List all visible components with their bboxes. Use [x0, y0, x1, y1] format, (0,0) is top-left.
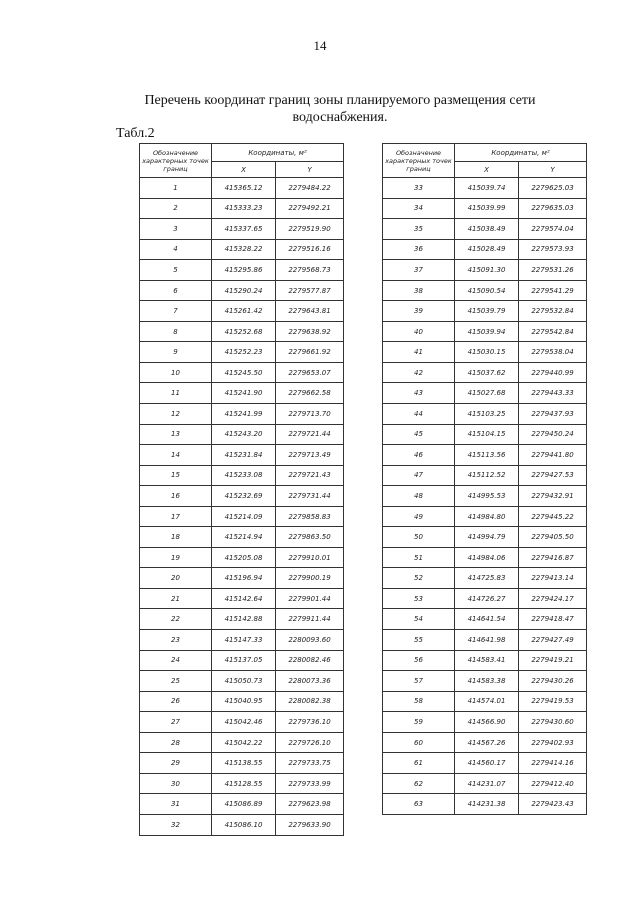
- point-number-cell: 6: [140, 280, 212, 301]
- table-row: [140, 239, 344, 260]
- y-coordinate-cell: 2279577.87: [276, 280, 344, 301]
- table-row: [140, 198, 344, 219]
- point-number-cell: 29: [140, 753, 212, 774]
- x-coordinate-cell: 415128.55: [212, 773, 276, 794]
- y-coordinate-cell: 2279450.24: [519, 424, 587, 445]
- y-coordinate-cell: 2279413.14: [519, 568, 587, 589]
- y-coordinate-cell: 2279492.21: [276, 198, 344, 219]
- point-number-cell: 54: [383, 609, 455, 630]
- point-number-cell: 45: [383, 424, 455, 445]
- table-row: [140, 753, 344, 774]
- x-coordinate-cell: 415112.52: [455, 465, 519, 486]
- x-coordinate-cell: 415147.33: [212, 630, 276, 651]
- x-coordinate-cell: 415243.20: [212, 424, 276, 445]
- table-row: [383, 321, 587, 342]
- y-coordinate-cell: 2279633.90: [276, 814, 344, 835]
- point-number-cell: 57: [383, 671, 455, 692]
- y-coordinate-cell: 2279662.58: [276, 383, 344, 404]
- table-row: [140, 362, 344, 383]
- x-coordinate-cell: 415086.10: [212, 814, 276, 835]
- x-coordinate-cell: 415042.22: [212, 732, 276, 753]
- x-coordinate-cell: 415333.23: [212, 198, 276, 219]
- x-coordinate-cell: 415245.50: [212, 362, 276, 383]
- point-number-cell: 33: [383, 178, 455, 199]
- table-row: [140, 342, 344, 363]
- table-row: [140, 588, 344, 609]
- y-coordinate-cell: 2279531.26: [519, 260, 587, 281]
- point-number-cell: 30: [140, 773, 212, 794]
- table-row: [140, 219, 344, 240]
- table-row: [140, 260, 344, 281]
- y-coordinate-cell: 2279441.80: [519, 445, 587, 466]
- x-coordinate-cell: 415205.08: [212, 547, 276, 568]
- y-coordinate-cell: 2279424.17: [519, 588, 587, 609]
- x-coordinate-cell: 415241.90: [212, 383, 276, 404]
- x-coordinate-cell: 415042.46: [212, 712, 276, 733]
- x-coordinate-cell: 414566.90: [455, 712, 519, 733]
- y-coordinate-cell: 2279726.10: [276, 732, 344, 753]
- x-coordinate-cell: 415027.68: [455, 383, 519, 404]
- point-number-cell: 25: [140, 671, 212, 692]
- point-number-cell: 42: [383, 362, 455, 383]
- table-row: [383, 547, 587, 568]
- y-coordinate-cell: 2279430.26: [519, 671, 587, 692]
- table-row: [383, 671, 587, 692]
- point-number-cell: 12: [140, 404, 212, 425]
- y-coordinate-cell: 2279484.22: [276, 178, 344, 199]
- x-coordinate-cell: 414641.98: [455, 630, 519, 651]
- y-coordinate-cell: 2279542.84: [519, 321, 587, 342]
- x-coordinate-cell: 415039.94: [455, 321, 519, 342]
- point-number-cell: 15: [140, 465, 212, 486]
- table-label: Табл.2: [116, 126, 155, 141]
- header-coordinates: Координаты, м²: [455, 144, 587, 162]
- table-row: [383, 568, 587, 589]
- table-row: [383, 219, 587, 240]
- point-number-cell: 60: [383, 732, 455, 753]
- table-row: [140, 465, 344, 486]
- table-row: [383, 753, 587, 774]
- x-coordinate-cell: 415328.22: [212, 239, 276, 260]
- point-number-cell: 41: [383, 342, 455, 363]
- header-y: Y: [519, 162, 587, 178]
- x-coordinate-cell: 415039.99: [455, 198, 519, 219]
- y-coordinate-cell: 2279519.90: [276, 219, 344, 240]
- table-row: [383, 630, 587, 651]
- point-number-cell: 1: [140, 178, 212, 199]
- x-coordinate-cell: 415037.62: [455, 362, 519, 383]
- point-number-cell: 52: [383, 568, 455, 589]
- y-coordinate-cell: 2279731.44: [276, 486, 344, 507]
- table-row: [140, 609, 344, 630]
- point-number-cell: 4: [140, 239, 212, 260]
- table-row: [140, 650, 344, 671]
- coordinates-table-right: [382, 143, 587, 815]
- point-number-cell: 16: [140, 486, 212, 507]
- table-row: [140, 630, 344, 651]
- x-coordinate-cell: 415142.64: [212, 588, 276, 609]
- table-row: [140, 568, 344, 589]
- point-number-cell: 37: [383, 260, 455, 281]
- y-coordinate-cell: 2279900.19: [276, 568, 344, 589]
- x-coordinate-cell: 414583.41: [455, 650, 519, 671]
- point-number-cell: 53: [383, 588, 455, 609]
- y-coordinate-cell: 2279721.43: [276, 465, 344, 486]
- table-row: [140, 280, 344, 301]
- y-coordinate-cell: 2279538.04: [519, 342, 587, 363]
- y-coordinate-cell: 2279418.47: [519, 609, 587, 630]
- table-row: [383, 609, 587, 630]
- point-number-cell: 38: [383, 280, 455, 301]
- table-row: [383, 178, 587, 199]
- y-coordinate-cell: 2279440.99: [519, 362, 587, 383]
- point-number-cell: 51: [383, 547, 455, 568]
- point-number-cell: 50: [383, 527, 455, 548]
- x-coordinate-cell: 415030.15: [455, 342, 519, 363]
- x-coordinate-cell: 415196.94: [212, 568, 276, 589]
- point-number-cell: 13: [140, 424, 212, 445]
- x-coordinate-cell: 415040.95: [212, 691, 276, 712]
- point-number-cell: 59: [383, 712, 455, 733]
- x-coordinate-cell: 415138.55: [212, 753, 276, 774]
- y-coordinate-cell: 2279910.01: [276, 547, 344, 568]
- table-row: [140, 547, 344, 568]
- x-coordinate-cell: 414641.54: [455, 609, 519, 630]
- header-point: Обозначение характерных точек границ: [140, 144, 212, 178]
- y-coordinate-cell: 2279414.16: [519, 753, 587, 774]
- y-coordinate-cell: 2279623.98: [276, 794, 344, 815]
- header-x: X: [455, 162, 519, 178]
- x-coordinate-cell: 414995.53: [455, 486, 519, 507]
- table-row: [383, 239, 587, 260]
- x-coordinate-cell: 414984.06: [455, 547, 519, 568]
- x-coordinate-cell: 415039.74: [455, 178, 519, 199]
- table-row: [383, 404, 587, 425]
- point-number-cell: 28: [140, 732, 212, 753]
- x-coordinate-cell: 414231.38: [455, 794, 519, 815]
- table-row: [383, 650, 587, 671]
- table-row: [140, 506, 344, 527]
- y-coordinate-cell: 2280082.38: [276, 691, 344, 712]
- point-number-cell: 46: [383, 445, 455, 466]
- y-coordinate-cell: 2280093.60: [276, 630, 344, 651]
- point-number-cell: 34: [383, 198, 455, 219]
- point-number-cell: 8: [140, 321, 212, 342]
- point-number-cell: 7: [140, 301, 212, 322]
- y-coordinate-cell: 2279625.03: [519, 178, 587, 199]
- point-number-cell: 3: [140, 219, 212, 240]
- table-row: [383, 691, 587, 712]
- x-coordinate-cell: 414984.80: [455, 506, 519, 527]
- point-number-cell: 32: [140, 814, 212, 835]
- x-coordinate-cell: 415252.23: [212, 342, 276, 363]
- point-number-cell: 36: [383, 239, 455, 260]
- point-number-cell: 61: [383, 753, 455, 774]
- header-x: X: [212, 162, 276, 178]
- table-row: [383, 794, 587, 815]
- y-coordinate-cell: 2279911.44: [276, 609, 344, 630]
- table-row: [140, 404, 344, 425]
- point-number-cell: 20: [140, 568, 212, 589]
- point-number-cell: 21: [140, 588, 212, 609]
- point-number-cell: 17: [140, 506, 212, 527]
- y-coordinate-cell: 2279427.49: [519, 630, 587, 651]
- x-coordinate-cell: 415261.42: [212, 301, 276, 322]
- point-number-cell: 43: [383, 383, 455, 404]
- point-number-cell: 62: [383, 773, 455, 794]
- x-coordinate-cell: 414231.07: [455, 773, 519, 794]
- y-coordinate-cell: 2279661.92: [276, 342, 344, 363]
- header-y: Y: [276, 162, 344, 178]
- header-coordinates: Координаты, м²: [212, 144, 344, 162]
- y-coordinate-cell: 2279863.50: [276, 527, 344, 548]
- x-coordinate-cell: 415214.94: [212, 527, 276, 548]
- table-row: [140, 445, 344, 466]
- y-coordinate-cell: 2279437.93: [519, 404, 587, 425]
- x-coordinate-cell: 415038.49: [455, 219, 519, 240]
- table-row: [383, 588, 587, 609]
- x-coordinate-cell: 415028.49: [455, 239, 519, 260]
- x-coordinate-cell: 415104.15: [455, 424, 519, 445]
- table-row: [383, 506, 587, 527]
- table-row: [383, 362, 587, 383]
- table-row: [383, 260, 587, 281]
- y-coordinate-cell: 2279643.81: [276, 301, 344, 322]
- y-coordinate-cell: 2279430.60: [519, 712, 587, 733]
- table-row: [383, 342, 587, 363]
- table-row: [140, 732, 344, 753]
- table-body-left: [140, 178, 344, 836]
- x-coordinate-cell: 415290.24: [212, 280, 276, 301]
- point-number-cell: 19: [140, 547, 212, 568]
- y-coordinate-cell: 2279733.99: [276, 773, 344, 794]
- point-number-cell: 22: [140, 609, 212, 630]
- table-row: [383, 198, 587, 219]
- table-row: [383, 527, 587, 548]
- point-number-cell: 2: [140, 198, 212, 219]
- point-number-cell: 11: [140, 383, 212, 404]
- point-number-cell: 14: [140, 445, 212, 466]
- x-coordinate-cell: 415252.68: [212, 321, 276, 342]
- y-coordinate-cell: 2279516.16: [276, 239, 344, 260]
- y-coordinate-cell: 2279574.04: [519, 219, 587, 240]
- table-row: [140, 712, 344, 733]
- point-number-cell: 10: [140, 362, 212, 383]
- point-number-cell: 31: [140, 794, 212, 815]
- table-row: [140, 691, 344, 712]
- point-number-cell: 55: [383, 630, 455, 651]
- point-number-cell: 39: [383, 301, 455, 322]
- document-title: Перечень координат границ зоны планируемого размещения сети водоснабжения.: [144, 93, 536, 125]
- y-coordinate-cell: 2279532.84: [519, 301, 587, 322]
- x-coordinate-cell: 414574.01: [455, 691, 519, 712]
- x-coordinate-cell: 414567.26: [455, 732, 519, 753]
- x-coordinate-cell: 415050.73: [212, 671, 276, 692]
- point-number-cell: 48: [383, 486, 455, 507]
- point-number-cell: 49: [383, 506, 455, 527]
- y-coordinate-cell: 2279736.10: [276, 712, 344, 733]
- y-coordinate-cell: 2279427.53: [519, 465, 587, 486]
- x-coordinate-cell: 415039.79: [455, 301, 519, 322]
- x-coordinate-cell: 415113.56: [455, 445, 519, 466]
- x-coordinate-cell: 414583.38: [455, 671, 519, 692]
- table-row: [140, 671, 344, 692]
- header-point: Обозначение характерных точек границ: [383, 144, 455, 178]
- y-coordinate-cell: 2279445.22: [519, 506, 587, 527]
- table-row: [383, 280, 587, 301]
- table-row: [140, 814, 344, 835]
- y-coordinate-cell: 2279713.70: [276, 404, 344, 425]
- table-row: [383, 712, 587, 733]
- page-number: 14: [313, 38, 327, 53]
- point-number-cell: 47: [383, 465, 455, 486]
- point-number-cell: 44: [383, 404, 455, 425]
- point-number-cell: 58: [383, 691, 455, 712]
- x-coordinate-cell: 415090.54: [455, 280, 519, 301]
- x-coordinate-cell: 415103.25: [455, 404, 519, 425]
- y-coordinate-cell: 2279568.73: [276, 260, 344, 281]
- y-coordinate-cell: 2279653.07: [276, 362, 344, 383]
- table-row: [140, 301, 344, 322]
- table-row: [140, 424, 344, 445]
- y-coordinate-cell: 2280073.36: [276, 671, 344, 692]
- point-number-cell: 9: [140, 342, 212, 363]
- point-number-cell: 56: [383, 650, 455, 671]
- x-coordinate-cell: 415241.99: [212, 404, 276, 425]
- x-coordinate-cell: 415295.86: [212, 260, 276, 281]
- table-row: [383, 773, 587, 794]
- y-coordinate-cell: 2279638.92: [276, 321, 344, 342]
- table-row: [140, 794, 344, 815]
- y-coordinate-cell: 2279419.53: [519, 691, 587, 712]
- x-coordinate-cell: 415091.30: [455, 260, 519, 281]
- x-coordinate-cell: 415137.05: [212, 650, 276, 671]
- table-row: [383, 732, 587, 753]
- table-row: [383, 465, 587, 486]
- table-row: [140, 321, 344, 342]
- table-row: [383, 486, 587, 507]
- y-coordinate-cell: 2279405.50: [519, 527, 587, 548]
- y-coordinate-cell: 2279443.33: [519, 383, 587, 404]
- table-row: [140, 773, 344, 794]
- table-row: [383, 301, 587, 322]
- y-coordinate-cell: 2279419.21: [519, 650, 587, 671]
- x-coordinate-cell: 414725.83: [455, 568, 519, 589]
- table-row: [383, 424, 587, 445]
- table-row: [140, 178, 344, 199]
- y-coordinate-cell: 2279713.49: [276, 445, 344, 466]
- x-coordinate-cell: 415086.89: [212, 794, 276, 815]
- x-coordinate-cell: 415142.88: [212, 609, 276, 630]
- y-coordinate-cell: 2279721.44: [276, 424, 344, 445]
- point-number-cell: 5: [140, 260, 212, 281]
- y-coordinate-cell: 2280082.46: [276, 650, 344, 671]
- y-coordinate-cell: 2279416.87: [519, 547, 587, 568]
- table-row: [383, 383, 587, 404]
- coordinates-table-left: [139, 143, 344, 836]
- y-coordinate-cell: 2279432.91: [519, 486, 587, 507]
- y-coordinate-cell: 2279901.44: [276, 588, 344, 609]
- point-number-cell: 26: [140, 691, 212, 712]
- point-number-cell: 27: [140, 712, 212, 733]
- table-body-right: [383, 178, 587, 815]
- y-coordinate-cell: 2279402.93: [519, 732, 587, 753]
- x-coordinate-cell: 415337.65: [212, 219, 276, 240]
- y-coordinate-cell: 2279858.83: [276, 506, 344, 527]
- x-coordinate-cell: 415233.08: [212, 465, 276, 486]
- x-coordinate-cell: 415365.12: [212, 178, 276, 199]
- point-number-cell: 35: [383, 219, 455, 240]
- x-coordinate-cell: 415232.69: [212, 486, 276, 507]
- x-coordinate-cell: 414994.79: [455, 527, 519, 548]
- y-coordinate-cell: 2279635.03: [519, 198, 587, 219]
- x-coordinate-cell: 415231.84: [212, 445, 276, 466]
- point-number-cell: 63: [383, 794, 455, 815]
- y-coordinate-cell: 2279412.40: [519, 773, 587, 794]
- x-coordinate-cell: 414726.27: [455, 588, 519, 609]
- table-row: [140, 486, 344, 507]
- point-number-cell: 40: [383, 321, 455, 342]
- point-number-cell: 23: [140, 630, 212, 651]
- table-row: [140, 527, 344, 548]
- point-number-cell: 24: [140, 650, 212, 671]
- y-coordinate-cell: 2279573.93: [519, 239, 587, 260]
- x-coordinate-cell: 414560.17: [455, 753, 519, 774]
- x-coordinate-cell: 415214.09: [212, 506, 276, 527]
- table-row: [140, 383, 344, 404]
- y-coordinate-cell: 2279733.75: [276, 753, 344, 774]
- point-number-cell: 18: [140, 527, 212, 548]
- table-row: [383, 445, 587, 466]
- y-coordinate-cell: 2279541.29: [519, 280, 587, 301]
- y-coordinate-cell: 2279423.43: [519, 794, 587, 815]
